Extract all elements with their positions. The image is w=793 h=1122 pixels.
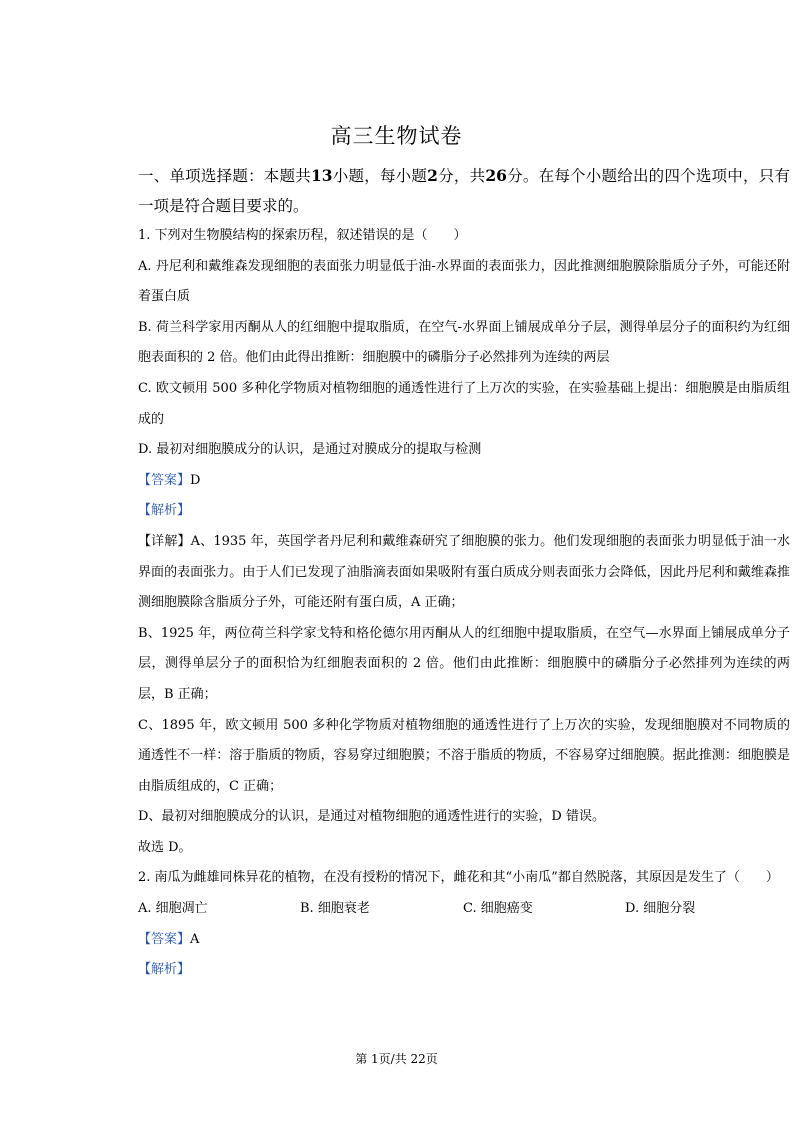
analysis-tag: 【解析】 [138,503,191,519]
question-1-detail-a [138,527,790,619]
section-text: 分。在每个小题给出的四个选项中，只有一项是符合题目要求的。 [138,167,790,215]
question-1-option-d: D. 最初对细胞膜成分的认识，是通过对膜成分的提取与检测 [138,442,482,458]
question-2-analysis [138,955,790,986]
detail-text: A、1935 年，英国学者丹尼利和戴维森研究了细胞膜的张力。他们发现细胞的表面张力明显低于油一水界面的表面张力。由于人们已发现了油脂滴表面如果吸附有蛋白质成分则表面张力会降低，因此丹尼利和戴维森推测细胞膜除含脂质分子外，可能还附有蛋白质，A 正确； [138,533,790,611]
question-2-answer [138,925,790,956]
section-total: 26 [485,166,507,185]
page-title: 高三生物试卷 [330,124,463,148]
answer-tag: 【答案】 [138,472,191,488]
question-1-detail-c: C、1895 年，欧文顿用 500 多种化学物质对植物细胞的通透性进行了上万次的实验，发现细胞膜对不同物质的通透性不一样：溶于脂质的物质，容易穿过细胞膜；不溶于脂质的物质，不容易穿过细胞膜。据此推测：细胞膜是由脂质组成的，C 正确； [138,717,790,794]
question-1-answer [138,466,790,497]
question-1-stem: 1. 下列对生物膜结构的探索历程，叙述错误的是（ ） [138,228,467,243]
question-1-detail-d: D、最初对细胞膜成分的认识，是通过对植物细胞的通透性进行的实验，D 错误。 [138,809,605,825]
section-points: 2 [427,166,438,185]
question-2-options [138,894,790,925]
question-1-analysis [138,496,790,527]
section-count: 13 [310,166,333,185]
question-1-conclusion: 故选 D。 [138,839,192,855]
answer-tag: 【答案】 [138,931,191,947]
question-2-option-d: D. 细胞分裂 [625,901,696,917]
analysis-tag: 【解析】 [138,962,191,978]
question-1-option-b: B. 荷兰科学家用丙酮从人的红细胞中提取脂质，在空气-水界面上铺展成单分子层，测得单层分子的面积约为红细胞表面积的 2 倍。他们由此得出推断：细胞膜中的磷脂分子必然排列为连续的两层 [138,319,790,366]
answer-value: A [190,931,200,947]
question-2-stem: 2. 南瓜为雌雄同株异花的植物，在没有授粉的情况下，雌花和其“小南瓜”都自然脱落，其原因是发生了（ ） [138,870,779,886]
document-body [138,161,790,986]
question-1-detail-b: B、1925 年，两位荷兰科学家戈特和格伦德尔用丙酮从人的红细胞中提取脂质，在空气—水界面上铺展成单分子层，测得单层分子的面积恰为红细胞表面积的 2 倍。他们由此推断：细胞膜中的磷脂分子必然排列为连续的两层，B 正确； [138,625,790,702]
page-footer: 第 1页/共 22页 [355,1052,438,1066]
section-text: 小题，每小题 [332,167,428,185]
question-1-option-a: A. 丹尼利和戴维森发现细胞的表面张力明显低于油-水界面的表面张力，因此推测细胞膜除脂质分子外，可能还附着蛋白质 [138,258,790,305]
answer-value: D [190,472,201,488]
detail-tag: 【详解】 [138,533,191,549]
section-text: 一、单项选择题：本题共 [138,167,311,185]
section-heading [138,161,790,221]
section-text: 分，共 [437,167,486,185]
question-2-option-c: C. 细胞癌变 [463,901,533,917]
question-1-option-c: C. 欧文顿用 500 多种化学物质对植物细胞的通透性进行了上万次的实验，在实验基础上提出：细胞膜是由脂质组成的 [138,380,790,427]
question-2-option-b: B. 细胞衰老 [300,901,370,917]
question-2-option-a: A. 细胞凋亡 [138,901,208,917]
